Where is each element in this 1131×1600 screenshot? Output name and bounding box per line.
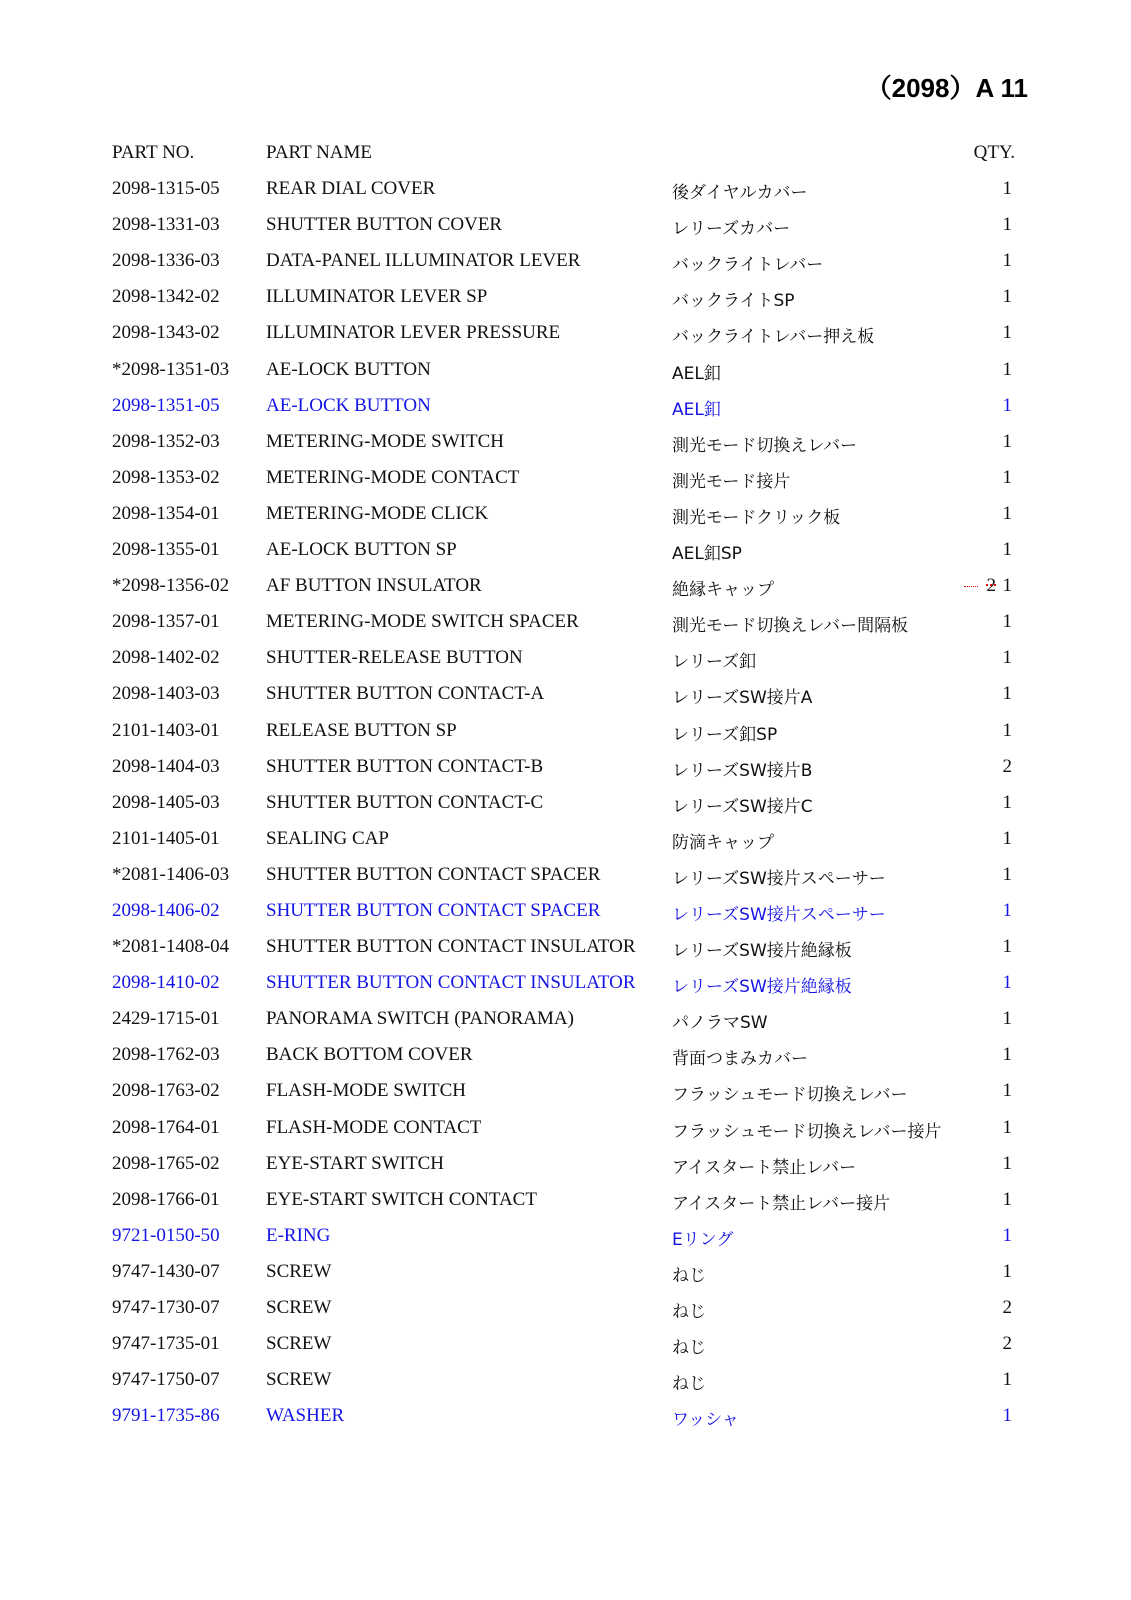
part-name-japanese: ねじ <box>672 1338 706 1359</box>
part-name: AE-LOCK BUTTON SP <box>266 539 457 561</box>
part-name-japanese: アイスタート禁止レバー <box>672 1157 857 1178</box>
table-row <box>112 1402 1012 1438</box>
quantity: 1 <box>1002 972 1012 994</box>
table-row <box>112 1330 1012 1366</box>
quantity: 1 <box>1002 1080 1012 1102</box>
part-name: SCREW <box>266 1333 332 1355</box>
part-name-japanese: レリーズSW接片B <box>672 760 813 781</box>
part-name: FLASH-MODE SWITCH <box>266 1080 467 1102</box>
part-number: 2098-1410-02 <box>112 972 220 994</box>
table-row <box>112 1222 1012 1258</box>
part-name-japanese: 背面つまみカバー <box>672 1049 808 1070</box>
table-row <box>112 680 1012 716</box>
table-row <box>112 283 1012 319</box>
table-row <box>112 1114 1012 1150</box>
quantity: 1 <box>1002 286 1012 308</box>
part-name: SHUTTER BUTTON CONTACT SPACER <box>266 899 601 921</box>
table-row <box>112 969 1012 1005</box>
part-name-japanese: バックライトレバー押え板 <box>672 327 875 348</box>
part-name: EYE-START SWITCH CONTACT <box>266 1188 537 1210</box>
part-name-japanese: バックライトSP <box>672 291 795 312</box>
table-row <box>112 464 1012 500</box>
quantity: 1 <box>1002 1369 1012 1391</box>
part-name: SCREW <box>266 1260 332 1282</box>
part-number: 2098-1765-02 <box>112 1152 220 1174</box>
part-name: AE-LOCK BUTTON <box>266 358 431 380</box>
part-number: 2429-1715-01 <box>112 1008 220 1030</box>
part-name-japanese: ねじ <box>672 1374 706 1395</box>
part-name: METERING-MODE SWITCH <box>266 430 505 452</box>
part-name-japanese: AEL釦SP <box>672 544 742 565</box>
quantity: 1 <box>1002 1260 1012 1282</box>
part-number: *2098-1351-03 <box>112 358 230 380</box>
part-name-japanese: レリーズSW接片スペーサー <box>672 904 886 925</box>
part-name-japanese: 測光モードクリック板 <box>672 507 841 528</box>
part-name: DATA-PANEL ILLUMINATOR LEVER <box>266 250 581 272</box>
part-name: PANORAMA SWITCH (PANORAMA) <box>266 1008 574 1030</box>
quantity: 2 <box>1002 755 1012 777</box>
quantity: 1 <box>1002 575 1012 597</box>
part-name: AF BUTTON INSULATOR <box>266 575 482 597</box>
part-number: 2098-1405-03 <box>112 791 220 813</box>
part-name: SHUTTER BUTTON COVER <box>266 214 503 236</box>
table-row <box>112 428 1012 464</box>
part-number: 9747-1430-07 <box>112 1260 220 1282</box>
part-name: RELEASE BUTTON SP <box>266 719 457 741</box>
part-number: 9747-1730-07 <box>112 1297 220 1318</box>
quantity: 1 <box>1002 1405 1012 1427</box>
quantity: 1 <box>1002 430 1012 452</box>
quantity: 1 <box>1002 1188 1012 1210</box>
quantity: 2 <box>1002 1333 1012 1355</box>
quantity: 1 <box>1002 936 1012 958</box>
quantity: 1 <box>1002 214 1012 236</box>
part-name: METERING-MODE CONTACT <box>266 466 520 488</box>
table-row <box>112 392 1012 428</box>
part-number: 2098-1357-01 <box>112 611 220 633</box>
part-number: 2101-1405-01 <box>112 827 220 849</box>
part-name: SCREW <box>266 1297 332 1318</box>
part-number: 9791-1735-86 <box>112 1405 220 1427</box>
part-number: 2101-1403-01 <box>112 719 220 741</box>
table-row <box>112 211 1012 247</box>
table-row <box>112 319 1012 355</box>
part-number: 2098-1762-03 <box>112 1044 220 1066</box>
part-name-japanese: レリーズ釦SP <box>672 724 778 745</box>
quantity: 1 <box>1002 647 1012 669</box>
table-row <box>112 175 1012 211</box>
quantity: 1 <box>1002 1224 1012 1246</box>
part-name-japanese: ねじ <box>672 1265 706 1286</box>
table-row <box>112 897 1012 933</box>
part-number: 2098-1404-03 <box>112 755 220 777</box>
part-number: *2081-1408-04 <box>112 936 230 958</box>
part-number: 2098-1315-05 <box>112 178 220 200</box>
quantity: 1 <box>1002 1152 1012 1174</box>
quantity: 1 <box>1002 394 1012 416</box>
table-row <box>112 717 1012 753</box>
table-row <box>112 608 1012 644</box>
part-name-japanese: レリーズSW接片絶縁板 <box>672 941 852 962</box>
part-name-japanese: 測光モード切換えレバー間隔板 <box>672 616 909 637</box>
quantity: 1 <box>1002 358 1012 380</box>
quantity: 1 <box>1002 502 1012 524</box>
quantity: 1 <box>1002 1116 1012 1138</box>
table-header <box>112 139 1015 175</box>
quantity: 1 <box>1002 178 1012 200</box>
quantity: 1 <box>1002 899 1012 921</box>
table-row <box>112 247 1012 283</box>
part-number: 2098-1351-05 <box>112 394 220 416</box>
part-name-japanese: 絶縁キャップ <box>672 580 774 601</box>
part-name-japanese: フラッシュモード切換えレバー接片 <box>672 1121 942 1142</box>
old-quantity: 2 <box>986 575 996 597</box>
part-number: 2098-1763-02 <box>112 1080 220 1102</box>
part-name: METERING-MODE SWITCH SPACER <box>266 611 579 633</box>
part-name-japanese: 後ダイヤルカバー <box>672 183 808 204</box>
quantity: 1 <box>1002 539 1012 561</box>
part-number: 2098-1354-01 <box>112 502 220 524</box>
part-name-japanese: アイスタート禁止レバー接片 <box>672 1193 891 1214</box>
quantity: 1 <box>1002 250 1012 272</box>
quantity: 1 <box>1002 719 1012 741</box>
part-number: 2098-1342-02 <box>112 286 220 308</box>
part-name: EYE-START SWITCH <box>266 1152 445 1174</box>
table-row <box>112 825 1012 861</box>
part-number: 2098-1331-03 <box>112 214 220 236</box>
part-number: 9747-1735-01 <box>112 1333 220 1355</box>
part-number: 2098-1403-03 <box>112 683 220 705</box>
quantity: 1 <box>1002 1044 1012 1066</box>
part-name-japanese: レリーズSW接片A <box>672 688 813 709</box>
table-row <box>112 1294 1012 1330</box>
part-name: SHUTTER BUTTON CONTACT SPACER <box>266 863 601 885</box>
part-number: 9747-1750-07 <box>112 1369 220 1391</box>
part-name: SHUTTER BUTTON CONTACT-C <box>266 791 544 813</box>
table-row <box>112 1041 1012 1077</box>
part-name-japanese: パノラマSW <box>672 1013 768 1034</box>
part-name-japanese: ワッシャ <box>672 1410 739 1431</box>
part-name-japanese: AEL釦 <box>672 363 721 384</box>
quantity: 1 <box>1002 863 1012 885</box>
part-name: SHUTTER BUTTON CONTACT INSULATOR <box>266 936 636 958</box>
part-name-japanese: レリーズSW接片スペーサー <box>672 868 886 889</box>
table-row <box>112 572 1012 608</box>
table-row <box>112 1005 1012 1041</box>
part-name-japanese: レリーズSW接片絶縁板 <box>672 977 852 998</box>
part-number: 2098-1764-01 <box>112 1116 220 1138</box>
part-number: 2098-1766-01 <box>112 1188 220 1210</box>
part-name-japanese: フラッシュモード切換えレバー <box>672 1085 908 1106</box>
part-name-japanese: AEL釦 <box>672 399 721 420</box>
part-name-japanese: レリーズSW接片C <box>672 796 813 817</box>
part-number: 2098-1353-02 <box>112 466 220 488</box>
part-number: *2098-1356-02 <box>112 575 230 597</box>
header-part-name: PART NAME <box>266 142 373 163</box>
part-name-japanese: バックライトレバー <box>672 255 824 276</box>
part-name: SCREW <box>266 1369 332 1391</box>
table-row <box>112 644 1012 680</box>
page-title: （2098）A 11 <box>865 73 1028 103</box>
part-name-japanese: 測光モード接片 <box>672 471 791 492</box>
part-name: SEALING CAP <box>266 827 389 849</box>
part-name: E-RING <box>266 1224 331 1246</box>
part-number: 2098-1352-03 <box>112 430 220 452</box>
table-row <box>112 1077 1012 1113</box>
part-number: 9721-0150-50 <box>112 1224 220 1246</box>
quantity: 1 <box>1002 611 1012 633</box>
part-name: WASHER <box>266 1405 345 1427</box>
part-name: REAR DIAL COVER <box>266 178 436 200</box>
part-number: 2098-1336-03 <box>112 250 220 272</box>
table-row <box>112 1150 1012 1186</box>
part-name-japanese: Eリング <box>672 1229 734 1250</box>
part-name: SHUTTER-RELEASE BUTTON <box>266 647 523 669</box>
quantity: 1 <box>1002 791 1012 813</box>
part-number: 2098-1343-02 <box>112 322 220 344</box>
part-name-japanese: レリーズカバー <box>672 219 791 240</box>
table-row <box>112 356 1012 392</box>
table-row <box>112 789 1012 825</box>
table-row <box>112 753 1012 789</box>
part-name: SHUTTER BUTTON CONTACT INSULATOR <box>266 972 636 994</box>
table-row <box>112 1366 1012 1402</box>
table-row <box>112 861 1012 897</box>
part-name-japanese: ねじ <box>672 1302 706 1322</box>
parts-table <box>112 139 1015 1438</box>
table-body <box>112 175 1012 1438</box>
quantity: 1 <box>1002 1008 1012 1030</box>
quantity: 1 <box>1002 827 1012 849</box>
part-name: ILLUMINATOR LEVER SP <box>266 286 488 308</box>
quantity: 2 <box>1002 1297 1012 1318</box>
part-name: AE-LOCK BUTTON <box>266 394 431 416</box>
table-row <box>112 933 1012 969</box>
part-name: ILLUMINATOR LEVER PRESSURE <box>266 322 561 344</box>
table-row <box>112 1258 1012 1294</box>
quantity: 1 <box>1002 683 1012 705</box>
part-number: 2098-1355-01 <box>112 539 220 561</box>
header-qty: QTY. <box>973 142 1015 163</box>
part-name: SHUTTER BUTTON CONTACT-A <box>266 683 545 705</box>
table-row <box>112 1186 1012 1222</box>
quantity: 1 <box>1002 322 1012 344</box>
part-name: METERING-MODE CLICK <box>266 502 489 524</box>
part-name: SHUTTER BUTTON CONTACT-B <box>266 755 544 777</box>
part-name-japanese: 防滴キャップ <box>672 832 774 853</box>
correction-mark <box>964 586 978 587</box>
part-number: 2098-1402-02 <box>112 647 220 669</box>
part-name-japanese: レリーズ釦 <box>672 652 757 673</box>
part-name-japanese: 測光モード切換えレバー <box>672 435 858 456</box>
part-number: *2081-1406-03 <box>112 863 230 885</box>
header-part-no: PART NO. <box>112 142 195 163</box>
part-number: 2098-1406-02 <box>112 899 220 921</box>
table-row <box>112 500 1012 536</box>
table-row <box>112 536 1012 572</box>
part-name: FLASH-MODE CONTACT <box>266 1116 482 1138</box>
quantity: 1 <box>1002 466 1012 488</box>
part-name: BACK BOTTOM COVER <box>266 1044 473 1066</box>
